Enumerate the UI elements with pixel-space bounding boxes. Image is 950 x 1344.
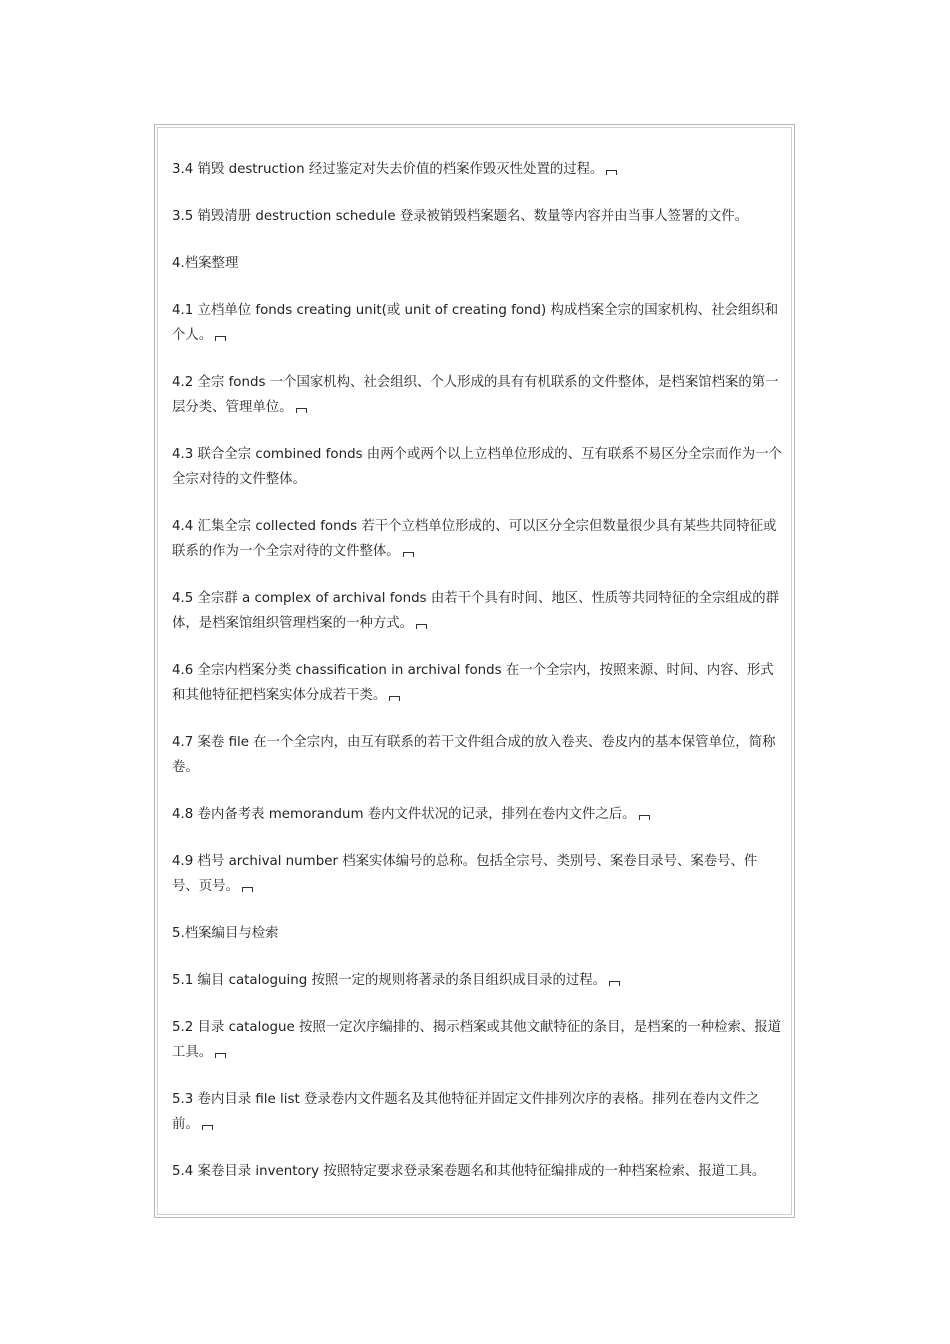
section-heading-text: 5.档案编目与检索 xyxy=(172,926,279,941)
paragraph-text: 3.4 销毁 destruction 经过鉴定对失去价值的档案作毁灭性处置的过程。 xyxy=(172,162,604,177)
paragraph-5-2 xyxy=(172,1015,784,1065)
paragraph-text: 4.5 全宗群 a complex of archival fonds 由若干个具有时间、地区、性质等共同特征的全宗组成的群体，是档案馆组织管理档案的一种方式。 xyxy=(172,591,779,631)
paragraph-text: 5.4 案卷目录 inventory 按照特定要求登录案卷题名和其他特征编排成的一种档案检索、报道工具。 xyxy=(172,1164,766,1179)
paragraph-end-mark-icon xyxy=(606,170,617,175)
paragraph-5-3 xyxy=(172,1087,784,1137)
section-heading-5 xyxy=(172,921,784,946)
paragraph-text: 5.1 编目 cataloguing 按照一定的规则将著录的条目组织成目录的过程。 xyxy=(172,973,607,988)
paragraph-text: 4.1 立档单位 fonds creating unit(或 unit of creating fond) 构成档案全宗的国家机构、社会组织和个人。 xyxy=(172,303,779,343)
paragraph-end-mark-icon xyxy=(403,552,414,557)
paragraph-text: 5.3 卷内目录 file list 登录卷内文件题名及其他特征并固定文件排列次序的表格。排列在卷内文件之前。 xyxy=(172,1092,760,1132)
paragraph-end-mark-icon xyxy=(215,336,226,341)
paragraph-text: 4.3 联合全宗 combined fonds 由两个或两个以上立档单位形成的、互有联系不易区分全宗而作为一个全宗对待的文件整体。 xyxy=(172,447,782,487)
paragraph-text: 4.4 汇集全宗 collected fonds 若干个立档单位形成的、可以区分全宗但数量很少具有某些共同特征或联系的作为一个全宗对待的文件整体。 xyxy=(172,519,777,559)
paragraph-3-4 xyxy=(172,157,784,182)
paragraph-4-3 xyxy=(172,442,784,492)
paragraph-end-mark-icon xyxy=(639,815,650,820)
paragraph-5-4 xyxy=(172,1159,784,1184)
paragraph-text: 4.2 全宗 fonds 一个国家机构、社会组织、个人形成的具有有机联系的文件整体，是档案馆档案的第一层分类、管理单位。 xyxy=(172,375,779,415)
paragraph-4-4 xyxy=(172,514,784,564)
paragraph-4-7 xyxy=(172,730,784,780)
paragraph-end-mark-icon xyxy=(296,408,307,413)
section-heading-text: 4.档案整理 xyxy=(172,256,239,271)
paragraph-end-mark-icon xyxy=(416,624,427,629)
document-content xyxy=(172,157,784,1206)
document-frame xyxy=(154,124,795,1218)
paragraph-end-mark-icon xyxy=(242,887,253,892)
paragraph-4-6 xyxy=(172,658,784,708)
paragraph-4-8 xyxy=(172,802,784,827)
section-heading-4 xyxy=(172,251,784,276)
paragraph-3-5 xyxy=(172,204,784,229)
paragraph-text: 4.8 卷内备考表 memorandum 卷内文件状况的记录，排列在卷内文件之后。 xyxy=(172,807,636,822)
paragraph-end-mark-icon xyxy=(202,1125,213,1130)
paragraph-4-2 xyxy=(172,370,784,420)
paragraph-text: 4.6 全宗内档案分类 chassification in archival fonds 在一个全宗内，按照来源、时间、内容、形式和其他特征把档案实体分成若干类。 xyxy=(172,663,774,703)
document-frame-inner xyxy=(157,127,792,1215)
paragraph-4-1 xyxy=(172,298,784,348)
paragraph-5-1 xyxy=(172,968,784,993)
paragraph-text: 4.7 案卷 file 在一个全宗内，由互有联系的若干文件组合成的放入卷夹、卷皮内的基本保管单位，简称卷。 xyxy=(172,735,776,775)
paragraph-end-mark-icon xyxy=(215,1053,226,1058)
paragraph-text: 5.2 目录 catalogue 按照一定次序编排的、揭示档案或其他文献特征的条目，是档案的一种检索、报道工具。 xyxy=(172,1020,782,1060)
paragraph-end-mark-icon xyxy=(389,696,400,701)
paragraph-end-mark-icon xyxy=(609,981,620,986)
paragraph-text: 3.5 销毁清册 destruction schedule 登录被销毁档案题名、数量等内容并由当事人签署的文件。 xyxy=(172,209,749,224)
paragraph-4-5 xyxy=(172,586,784,636)
paragraph-4-9 xyxy=(172,849,784,899)
paragraph-text: 4.9 档号 archival number 档案实体编号的总称。包括全宗号、类别号、案卷目录号、案卷号、件号、页号。 xyxy=(172,854,758,894)
